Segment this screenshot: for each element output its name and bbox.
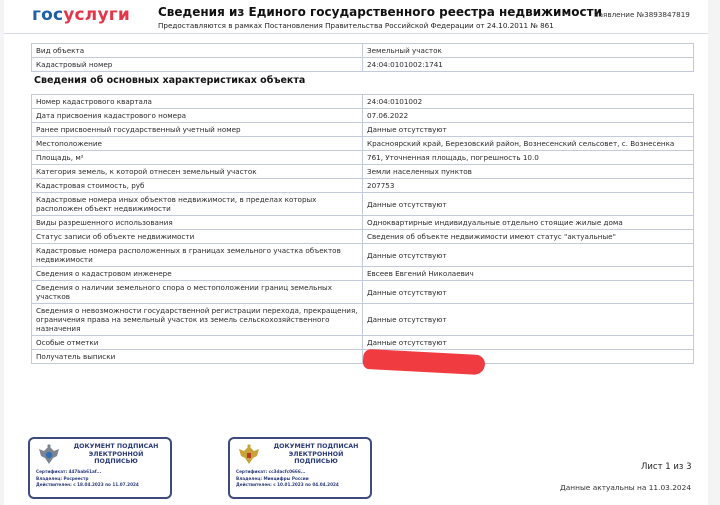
gosuslugi-logo (32, 5, 130, 25)
row-label: Дата присвоения кадастрового номера (32, 109, 363, 123)
row-value: 24:04:0101002 (363, 95, 694, 109)
table-row (32, 58, 694, 72)
row-value: Данные отсутствуют (363, 244, 694, 267)
table-row (32, 304, 694, 336)
row-value: Земельный участок (363, 44, 694, 58)
row-label: Сведения о невозможности государственной регистрации перехода, прекращения, ограничения права на земельный участок из земель сельскохозяйственного назначения (32, 304, 363, 336)
section-title: Сведения об основных характеристиках объекта (34, 75, 306, 86)
row-value: 761, Уточненная площадь, погрешность 10.0 (363, 151, 694, 165)
document-content (31, 43, 691, 364)
table-row (32, 123, 694, 137)
row-label: Кадастровые номера иных объектов недвижимости, в пределах которых расположен объект недвижимости (32, 193, 363, 216)
table-row (32, 193, 694, 216)
stamp-details (36, 469, 168, 489)
table-row (32, 267, 694, 281)
row-value: Красноярский край, Березовский район, Вознесенский сельсовет, с. Вознесенка (363, 137, 694, 151)
row-label: Местоположение (32, 137, 363, 151)
table-row (32, 44, 694, 58)
row-label: Получатель выписки (32, 350, 363, 364)
stamp-heading-line: ЭЛЕКТРОННОЙ (88, 450, 144, 458)
logo-part-uslugi: услуги (63, 5, 130, 25)
table-row (32, 230, 694, 244)
stamp-certificate: Сертификат: cc3dacfc0666... (236, 469, 306, 474)
row-label: Сведения о кадастровом инженере (32, 267, 363, 281)
row-label: Категория земель, к которой отнесен земельный участок (32, 165, 363, 179)
document-page (4, 0, 708, 505)
table-row (32, 109, 694, 123)
characteristics-table (31, 94, 694, 364)
data-actual-date: Данные актуальны на 11.03.2024 (560, 483, 692, 492)
row-label: Ранее присвоенный государственный учетный номер (32, 123, 363, 137)
row-value: Данные отсутствуют (363, 281, 694, 304)
row-value: Данные отсутствуют (363, 193, 694, 216)
row-value: Данные отсутствуют (363, 123, 694, 137)
stamp-validity: Действителен: с 18.04.2023 по 11.07.2024 (36, 482, 139, 487)
row-label: Статус записи об объекте недвижимости (32, 230, 363, 244)
sheet-number: Лист 1 из 3 (641, 462, 692, 472)
table-row (32, 281, 694, 304)
row-label: Номер кадастрового квартала (32, 95, 363, 109)
stamp-validity: Действителен: с 10.01.2023 по 04.04.2024 (236, 482, 339, 487)
row-label: Вид объекта (32, 44, 363, 58)
object-table (31, 43, 694, 72)
stamp-heading (264, 443, 368, 466)
stamp-heading-line: ДОКУМЕНТ ПОДПИСАН (73, 443, 159, 450)
stamp-heading (64, 443, 168, 466)
row-value: 24:04:0101002:1741 (363, 58, 694, 72)
table-row (32, 165, 694, 179)
table-row (32, 244, 694, 267)
stamp-certificate: Сертификат: 447bab61af... (36, 469, 102, 474)
row-label: Площадь, м² (32, 151, 363, 165)
row-value: Земли населенных пунктов (363, 165, 694, 179)
table-row (32, 137, 694, 151)
row-label: Виды разрешенного использования (32, 216, 363, 230)
document-header (4, 0, 708, 34)
stamp-details (236, 469, 368, 489)
document-title: Сведения из Единого государственного реестра недвижимости (158, 5, 602, 19)
stamp-owner: Владелец: Росреестр (36, 475, 89, 481)
row-value: Одноквартирные индивидуальные отдельно стоящие жилые дома (363, 216, 694, 230)
stamp-heading-line: ПОДПИСЬЮ (94, 458, 138, 465)
stamp-owner: Владелец: Минцифры России (236, 475, 309, 481)
document-subtitle: Предоставляются в рамках Постановления Правительства Российской Федерации от 24.10.2011 № 861 (158, 21, 554, 30)
logo-part-gos: гос (32, 5, 64, 25)
e-signature-stamp (228, 437, 372, 499)
stamp-heading-line: ПОДПИСЬЮ (294, 458, 338, 465)
row-value: Данные отсутствуют (363, 336, 694, 350)
row-label: Кадастровая стоимость, руб (32, 179, 363, 193)
russian-coat-of-arms-icon (236, 443, 262, 467)
table-row (32, 151, 694, 165)
row-value: Сведения об объекте недвижимости имеют статус "актуальные" (363, 230, 694, 244)
e-signature-stamp (28, 437, 172, 499)
row-value: Данные отсутствуют (363, 304, 694, 336)
table-row (32, 179, 694, 193)
row-label: Кадастровый номер (32, 58, 363, 72)
row-value: Евсеев Евгений Николаевич (363, 267, 694, 281)
stamp-heading-line: ЭЛЕКТРОННОЙ (288, 450, 344, 458)
row-value: 07.06.2022 (363, 109, 694, 123)
rosreestr-emblem-icon (36, 443, 62, 467)
application-number: Заявление №3893847819 (594, 10, 690, 19)
row-label: Особые отметки (32, 336, 363, 350)
row-value: 207753 (363, 179, 694, 193)
table-row (32, 336, 694, 350)
stamp-heading-line: ДОКУМЕНТ ПОДПИСАН (273, 443, 359, 450)
row-label: Кадастровые номера расположенных в границах земельного участка объектов недвижимости (32, 244, 363, 267)
row-label: Сведения о наличии земельного спора о местоположении границ земельных участков (32, 281, 363, 304)
table-row (32, 216, 694, 230)
table-row (32, 95, 694, 109)
